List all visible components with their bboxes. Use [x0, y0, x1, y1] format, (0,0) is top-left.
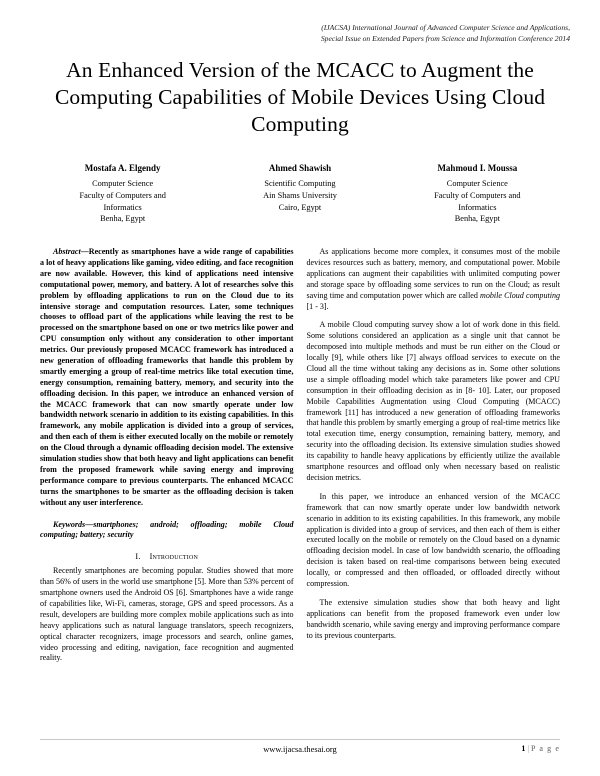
- author-name: Ahmed Shawish: [268, 163, 332, 174]
- author-affiliation-line: Faculty of Computers and: [434, 190, 521, 200]
- right-column: [307, 247, 561, 649]
- keywords-label: Keywords—: [53, 519, 94, 529]
- left-column: [40, 247, 294, 672]
- author-affiliation-line: Informatics: [458, 202, 497, 212]
- body-paragraph: A mobile Cloud computing survey show a lot of work done in this field. Some solutions considered an application as a single unit that cannot be decomposed into multiple methods and must be run either on the Cloud or locally [9], while others like [7] always offload services to execute on the Cloud all the time without taking any decisions as in. Some other solutions use a simple offloading model which take parameters like power and CPU consumption in their offloading decision as in [8- 10]. Later, our proposed Mobile Capabilities Augmentation using Cloud Computing (MCACC) framework [11] has introduced a new generation of offloading frameworks that handle this problem by smartly emerging a group of real-time metrics like total execution time, energy consumption, remaining battery, memory, and security into the offloading decision. Its extensive simulation studies showed its capability to handle heavy applications by efficiently utilize the available smartphone resources and offload only when necessary based on realistic decision metrics.: [306, 320, 560, 482]
- author-name: Mostafa A. Elgendy: [84, 163, 161, 174]
- body-columns: [40, 247, 560, 672]
- keywords-paragraph: [40, 520, 294, 542]
- running-head: [0, 0, 600, 44]
- author-location-line: Benha, Egypt: [100, 214, 146, 224]
- author-name: Mahmoud I. Moussa: [437, 163, 518, 174]
- footer-divider: [40, 739, 560, 740]
- body-paragraph: The extensive simulation studies show that both heavy and light applications can benefit from the proposed framework even under low bandwidth scenario, while saving energy and improving performance compare to its previous counterparts.: [306, 597, 560, 640]
- author-affiliation-line: Faculty of Computers and: [79, 190, 166, 200]
- abstract-paragraph: [40, 247, 294, 508]
- section-heading-introduction: [40, 552, 294, 561]
- author-affiliation-line: Scientific Computing: [264, 179, 336, 188]
- paragraph-text: As applications become more complex, it consumes most of the mobile devices resources such as battery, memory, and computational power. Mobile applications can augment their capabilities with unlimited computing power and storage space by offloading some services to run on the Cloud; as result saving time and computation power which are called: [306, 247, 560, 300]
- author-affiliation-line: Informatics: [103, 202, 142, 212]
- author-entry: [389, 162, 566, 225]
- author-block: [34, 162, 566, 225]
- abstract-text: Recently as smartphones have a wide range of capabilities a lot of heavy applications like gaming, video editing, and face recognition are now available. However, this kind of applications need intensive computational power, memory, and battery. A lot of researches solve this problem by offloading applications to run on the Cloud due to its intensive storage and computation resources. Later, some techniques chooses to offload part of the applications while leaving the rest to be processed on the smartphone based on one or two metrics like power and CPU consumption only without any consideration to other important metrics. Our previously proposed MCACC framework has introduced a new generation of offloading frameworks that handle this problem by smartly emerging a group of real-time metrics like total execution time, energy consumption, remaining battery, memory, and security into the offloading decision. In this paper, we introduce an enhanced version of the MCACC framework that can now smartly operate under low bandwidth network scenario in addition to its existing capabilities. In this framework, any mobile application is divided into a group of services, and then each of them is either executed locally on the mobile or remotely on the Cloud through a dynamic offloading decision model. The extensive simulation studies show that both heavy and light applications can benefit from the proposed framework while saving energy and improving performance compare to previous counterparts. The enhanced MCACC turns the smartphones to be smarter as the offloading decision is taken without any user interference.: [40, 247, 294, 507]
- section-title: Introduction: [149, 552, 199, 562]
- citation-reference: [1 - 3].: [306, 301, 329, 311]
- footer-url: www.ijacsa.thesai.org: [263, 745, 337, 754]
- author-entry: [211, 162, 388, 225]
- page-number: 1: [521, 744, 526, 753]
- running-head-line-1: (IJACSA) International Journal of Advanced Computer Science and Applications,: [321, 23, 570, 32]
- section-number: I.: [135, 552, 141, 562]
- intro-paragraph: Recently smartphones are becoming popular. Studies showed that more than 56% of users in the world use smartphone [5]. More than 53% percent of smartphone owners used the Android OS [6]. Smartphones have a wide range of capabilities like, Wi-Fi, cameras, storage, GPS and speed processors. As a result, developers are building more complex mobile applications such as into heavy applications such as natural language translators, speech recognizers, optical character recognizers, image processors and search, online games, video processing and editing, navigation, face recognition and augmented reality.: [40, 566, 294, 663]
- keywords-text: smartphones; android; offloading; mobile Cloud computing; battery; security: [40, 519, 294, 540]
- abstract-label: Abstract—: [53, 247, 89, 257]
- body-paragraph: In this paper, we introduce an enhanced version of the MCACC framework that can now smartly operate under low bandwidth network scenario in addition to its existing capabilities. In this framework, any mobile application is divided into a group of services, and then each of them is either executed locally on the mobile or remotely on the Cloud based on a dynamic offloading decision model. In case of low bandwidth scenario, the offloading decision is taken based on real-time comparisons between being executed locally, or compressed and then offloaded, or offloaded directly without compression.: [306, 491, 560, 588]
- author-affiliation-line: Ain Shams University: [263, 190, 337, 200]
- page-number-separator: |: [527, 744, 530, 753]
- author-location-line: Benha, Egypt: [454, 214, 500, 224]
- running-head-line-2: Special Issue on Extended Papers from Science and Information Conference 2014: [320, 34, 570, 43]
- body-paragraph: [307, 247, 561, 312]
- page-footer: [40, 739, 560, 754]
- author-entry: [34, 162, 211, 225]
- author-location-line: Cairo, Egypt: [278, 202, 322, 212]
- author-affiliation-line: Computer Science: [446, 179, 508, 188]
- page-title: An Enhanced Version of the MCACC to Augment the Computing Capabilities of Mobile Devices Using Cloud Computing: [54, 58, 546, 137]
- page-label: P a g e: [531, 744, 560, 753]
- emphasis-term: mobile Cloud computing: [480, 290, 560, 300]
- author-affiliation-line: Computer Science: [92, 179, 154, 188]
